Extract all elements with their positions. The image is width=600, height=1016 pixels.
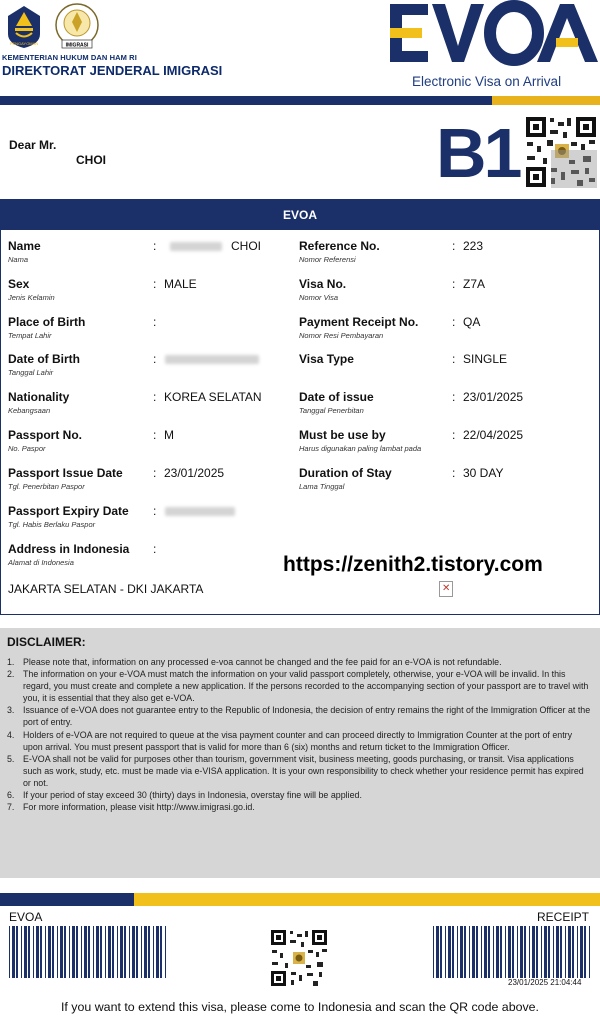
visa-no-label: Visa No. xyxy=(299,277,347,291)
date-of-issue-value: 23/01/2025 xyxy=(463,390,524,404)
address-label: Address in Indonesia xyxy=(8,542,130,556)
name-value: CHOI xyxy=(231,239,261,253)
reference-no-label: Reference No. xyxy=(299,239,380,253)
footer-receipt-label: RECEIPT xyxy=(537,910,590,924)
passport-no-value: M xyxy=(164,428,174,442)
date-of-issue-label: Date of issue xyxy=(299,390,374,404)
disclaimer-item: 4. Holders of e-VOA are not required to queue at the visa payment counter and can proceed directly to Immigration Counter at the port of entry upon arrival. You must present passport that is valid for more than 6 (six) months and return ticket to the Immigration Officer. xyxy=(7,729,573,752)
must-use-by-label: Must be use by xyxy=(299,428,386,442)
footer-divider-bar xyxy=(0,893,600,906)
pengayoman-logo xyxy=(4,4,44,50)
imigrasi-logo xyxy=(52,2,102,52)
header-divider-bar xyxy=(0,96,600,105)
colon: : xyxy=(452,428,456,442)
disclaimer-item: 1. Please note that, information on any processed e-voa cannot be changed and the fee paid for an e-VOA is not refundable. xyxy=(7,657,502,667)
receipt-timestamp: 23/01/2025 21:04:44 xyxy=(508,978,582,987)
ministry-name: KEMENTERIAN HUKUM DAN HAM RI xyxy=(2,53,137,62)
passport-expiry-date-sublabel: Tgl. Habis Berlaku Paspor xyxy=(8,520,96,529)
passport-no-sublabel: No. Paspor xyxy=(8,444,46,453)
colon: : xyxy=(153,390,157,404)
disclaimer-list xyxy=(7,656,592,813)
must-use-by-value: 22/04/2025 xyxy=(463,428,524,442)
duration-of-stay-label: Duration of Stay xyxy=(299,466,392,480)
colon: : xyxy=(452,466,456,480)
payment-receipt-no-value: QA xyxy=(463,315,481,329)
disclaimer-title: DISCLAIMER: xyxy=(7,635,86,649)
nationality-sublabel: Kebangsaan xyxy=(8,406,51,415)
colon: : xyxy=(452,277,456,291)
tagline: Electronic Visa on Arrival xyxy=(412,74,562,89)
colon: : xyxy=(153,277,157,291)
passport-issue-date-value: 23/01/2025 xyxy=(164,466,225,480)
nationality-value: KOREA SELATAN xyxy=(164,390,262,404)
passport-no-label: Passport No. xyxy=(8,428,83,442)
directorate-name: DIREKTORAT JENDERAL IMIGRASI xyxy=(2,63,223,78)
redacted-passport-expiry xyxy=(165,507,235,516)
date-of-birth-sublabel: Tanggal Lahir xyxy=(8,368,54,377)
duration-of-stay-sublabel: Lama Tinggal xyxy=(299,482,345,491)
disclaimer-item: 5. E-VOA shall not be valid for purposes other than tourism, government visit, business meeting, goods purchasing, or transit. Visa applications such as work, study, etc. must be made via e-VISA application. It is your own responsibility to check whether your residence permit has expired or not. xyxy=(7,753,584,788)
address-value: JAKARTA SELATAN - DKI JAKARTA xyxy=(8,582,204,596)
recipient-name: CHOI xyxy=(76,153,106,167)
redacted-date-of-birth xyxy=(165,355,259,364)
place-of-birth-sublabel: Tempat Lahir xyxy=(8,331,52,340)
extension-note: If you want to extend this visa, please come to Indonesia and scan the QR code above. xyxy=(60,1000,540,1014)
disclaimer-item: 6. If your period of stay exceed 30 (thirty) days in Indonesia, overstay fine will be applied. xyxy=(7,790,362,801)
sex-label: Sex xyxy=(8,277,30,291)
colon: : xyxy=(452,315,456,329)
colon: : xyxy=(153,466,157,480)
date-of-issue-sublabel: Tanggal Penerbitan xyxy=(299,406,364,415)
reference-no-sublabel: Nomor Referensi xyxy=(299,255,356,264)
broken-image-icon: ✕ xyxy=(439,581,453,597)
colon: : xyxy=(452,239,456,253)
logo2-caption: IMIGRASI xyxy=(65,42,89,49)
disclaimer-item: 3. Issuance of e-VOA does not guarantee entry to the Republic of Indonesia, the decision of entry remains the right of the Immigration Officer at the port of entry. xyxy=(7,705,591,728)
colon: : xyxy=(452,352,456,366)
disclaimer-item: 2. The information on your e-VOA must match the information on your valid passport completely, otherwise, your e-VOA will be invalid. In this regard, you must create and complete a new application. If the persons recorded to the accompanying section of your passport are to travel with you, it is essential that they also get e-VOA. xyxy=(7,669,589,704)
disclaimer-item: 7. For more information, please visit http://www.imigrasi.go.id. xyxy=(7,802,255,813)
name-sublabel: Nama xyxy=(8,255,29,264)
colon: : xyxy=(153,504,157,518)
colon: : xyxy=(153,239,157,253)
barcode-right xyxy=(433,926,593,978)
date-of-birth-label: Date of Birth xyxy=(8,352,80,366)
payment-receipt-no-label: Payment Receipt No. xyxy=(299,315,419,329)
salutation: Dear Mr. xyxy=(9,138,57,152)
colon: : xyxy=(153,428,157,442)
duration-of-stay-value: 30 DAY xyxy=(463,466,504,480)
footer-evoa-label: EVOA xyxy=(9,910,43,924)
name-label: Name xyxy=(8,239,41,253)
passport-expiry-date-label: Passport Expiry Date xyxy=(8,504,129,518)
must-use-by-sublabel: Harus digunakan paling lambat pada xyxy=(299,444,422,453)
logo1-caption: PENGAYOMAN xyxy=(9,41,39,46)
place-of-birth-label: Place of Birth xyxy=(8,315,86,329)
reference-no-value: 223 xyxy=(463,239,484,253)
visa-type-value: SINGLE xyxy=(463,352,508,366)
colon: : xyxy=(452,390,456,404)
visa-no-sublabel: Nomor Visa xyxy=(299,293,339,302)
sex-value: MALE xyxy=(164,277,197,291)
nationality-label: Nationality xyxy=(8,390,70,404)
visa-code: B1 xyxy=(436,114,520,192)
watermark-url: https://zenith2.tistory.com xyxy=(283,553,543,576)
barcode-left xyxy=(9,926,169,978)
payment-receipt-no-sublabel: Nomor Resi Pembayaran xyxy=(299,331,384,340)
evoa-details-heading: EVOA xyxy=(1,200,599,230)
sex-sublabel: Jenis Kelamin xyxy=(8,293,55,302)
passport-issue-date-sublabel: Tgl. Penerbitan Paspor xyxy=(8,482,85,491)
visa-type-label: Visa Type xyxy=(299,352,354,366)
qr-code-bottom xyxy=(270,929,328,987)
colon: : xyxy=(153,315,157,329)
colon: : xyxy=(153,542,157,556)
passport-issue-date-label: Passport Issue Date xyxy=(8,466,123,480)
redacted-given-name xyxy=(170,242,222,251)
evoa-brand-logo xyxy=(388,0,600,68)
colon: : xyxy=(153,352,157,366)
qr-code-top xyxy=(525,116,597,188)
address-sublabel: Alamat di Indonesia xyxy=(8,558,74,567)
visa-no-value: Z7A xyxy=(463,277,486,291)
